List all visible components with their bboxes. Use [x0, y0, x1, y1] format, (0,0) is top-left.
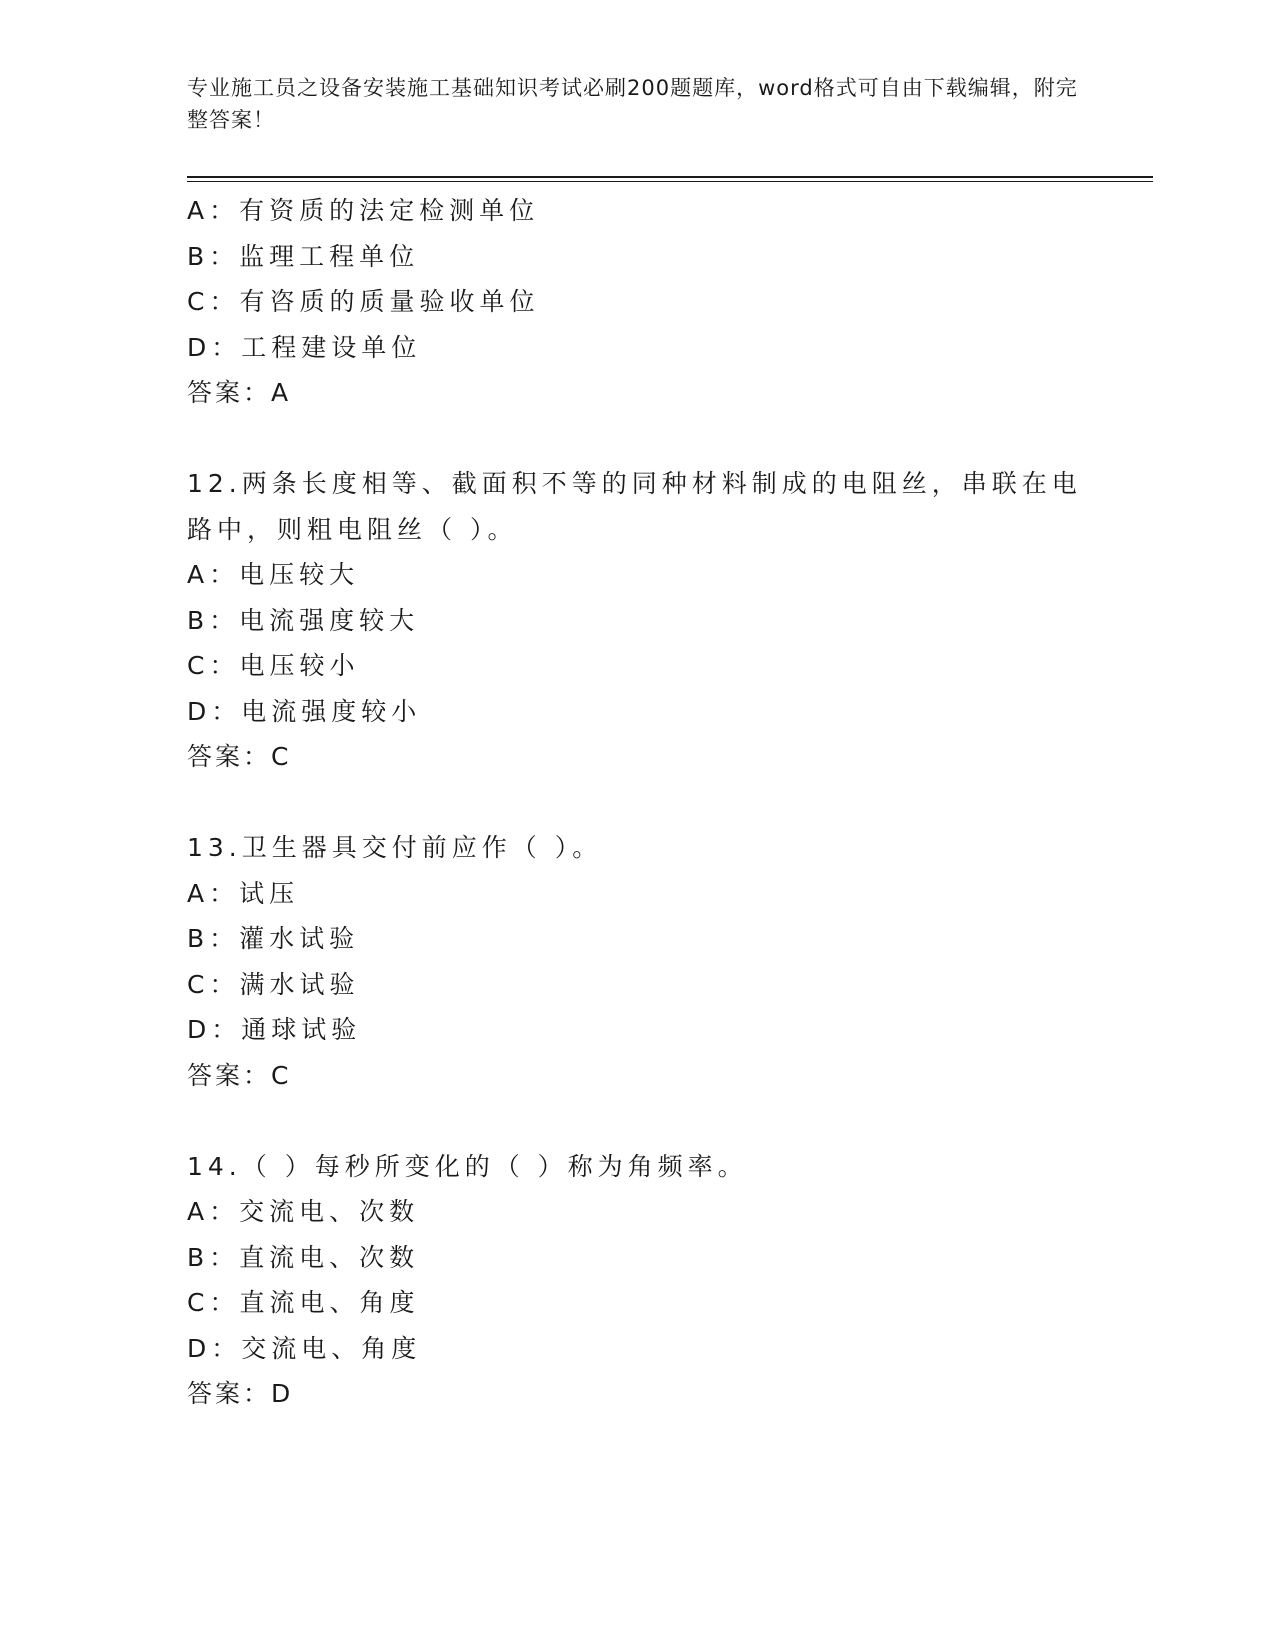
question-block	[187, 461, 1087, 780]
option-a: A：交流电、次数	[187, 1197, 420, 1226]
option-a: A：电压较大	[187, 560, 360, 589]
question-block	[187, 825, 1087, 1098]
option-c: C：满水试验	[187, 969, 360, 999]
spacer	[187, 780, 1087, 826]
question-block	[187, 188, 1087, 416]
answer-line: 答案：C	[187, 1060, 292, 1090]
option-c: C：直流电、角度	[187, 1288, 420, 1317]
option-d: D：工程建设单位	[187, 332, 422, 362]
spacer	[187, 416, 1087, 462]
option-c: C：电压较小	[187, 651, 360, 680]
option-b: B：灌水试验	[187, 924, 360, 953]
answer-line: 答案：C	[187, 742, 292, 771]
option-a: A：有资质的法定检测单位	[187, 196, 540, 225]
option-a: A：试压	[187, 878, 300, 908]
question-text: 14.（ ）每秒所变化的（ ）称为角频率。	[187, 1151, 748, 1181]
option-d: D：通球试验	[187, 1015, 362, 1044]
answer-line: 答案：A	[187, 378, 292, 407]
header-divider-thin	[187, 181, 1153, 182]
question-text: 13.卫生器具交付前应作（ ）。	[187, 833, 603, 862]
header-divider-thick	[187, 176, 1153, 178]
question-list	[187, 188, 1087, 1417]
option-d: D：交流电、角度	[187, 1333, 422, 1363]
option-c: C：有咨质的质量验收单位	[187, 287, 540, 316]
option-b: B：直流电、次数	[187, 1242, 420, 1272]
document-header: 专业施工员之设备安装施工基础知识考试必刷200题题库，word格式可自由下载编辑，附完整答案！	[187, 76, 1078, 132]
question-text: 12.两条长度相等、截面积不等的同种材料制成的电阻丝，串联在电路中，则粗电阻丝（ ）。	[187, 469, 1082, 544]
option-b: B：监理工程单位	[187, 241, 420, 271]
answer-line: 答案：D	[187, 1379, 294, 1408]
option-d: D：电流强度较小	[187, 696, 422, 726]
spacer	[187, 1098, 1087, 1144]
option-b: B：电流强度较大	[187, 605, 420, 635]
question-block	[187, 1144, 1087, 1417]
